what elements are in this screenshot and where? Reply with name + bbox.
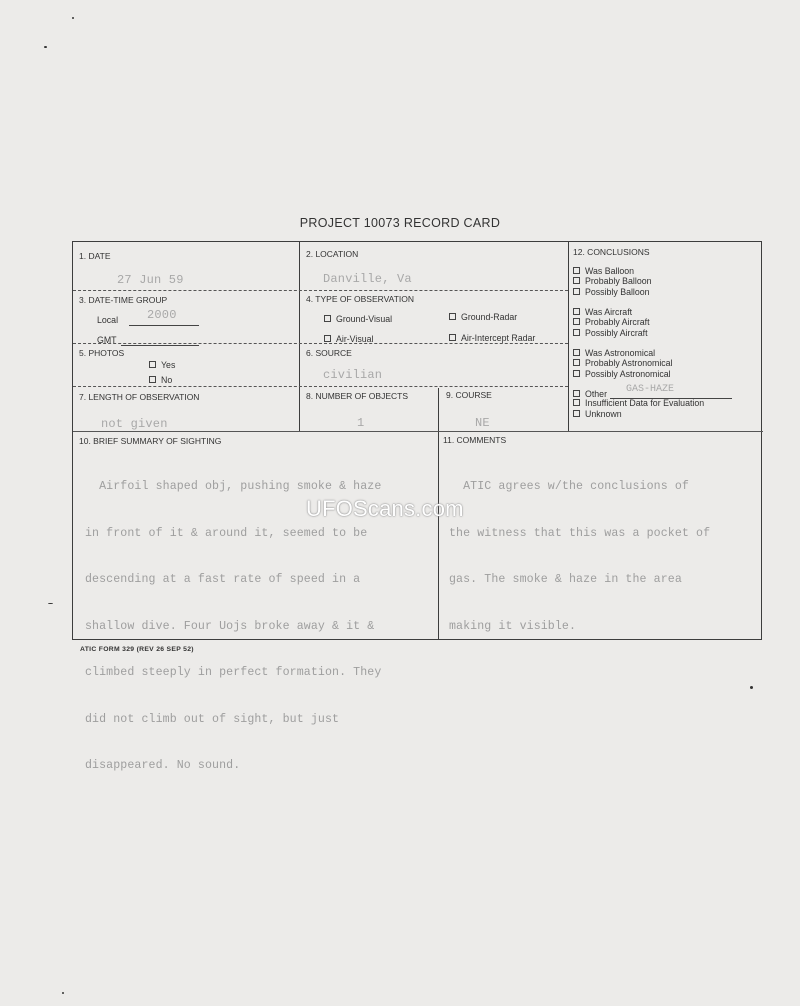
card-title: PROJECT 10073 RECORD CARD xyxy=(299,216,501,230)
summary-label: 10. BRIEF SUMMARY OF SIGHTING xyxy=(79,436,222,446)
summary-line: in front of it & around it, seemed to be xyxy=(85,526,368,540)
obs-ground-visual: Ground-Visual xyxy=(324,314,392,324)
comments-text xyxy=(449,448,710,665)
divider-row-1 xyxy=(73,290,568,291)
dtg-local-line xyxy=(129,325,199,326)
course-value: NE xyxy=(475,416,490,430)
other-value: GAS-HAZE xyxy=(626,384,675,395)
dtg-gmt-line xyxy=(121,345,199,346)
conclusion-item: Possibly Astronomical xyxy=(573,369,673,379)
objects-value: 1 xyxy=(357,416,365,430)
conclusion-checkbox[interactable] xyxy=(573,267,580,274)
location-value: Danville, Va xyxy=(323,272,412,286)
conclusion-checkbox[interactable] xyxy=(573,329,580,336)
ground-visual-checkbox[interactable] xyxy=(324,315,331,322)
comments-line: ATIC agrees w/the conclusions of xyxy=(449,480,689,493)
divider-col-2 xyxy=(299,242,300,388)
other-value-line xyxy=(610,384,732,399)
conclusion-unknown: Unknown xyxy=(573,409,732,419)
conclusion-checkbox[interactable] xyxy=(573,308,580,315)
conclusion-item: Was Astronomical xyxy=(573,348,673,358)
air-intercept-checkbox[interactable] xyxy=(449,334,456,341)
divider-row-4 xyxy=(73,431,763,432)
date-value: 27 Jun 59 xyxy=(117,273,184,287)
conclusion-checkbox[interactable] xyxy=(573,410,580,417)
photos-no: No xyxy=(149,375,172,385)
date-label: 1. DATE xyxy=(79,251,111,261)
obs-type-label: 4. TYPE OF OBSERVATION xyxy=(306,294,415,304)
air-visual-checkbox[interactable] xyxy=(324,335,331,342)
dtg-gmt-label: GMT xyxy=(97,335,117,345)
conclusion-checkbox[interactable] xyxy=(573,277,580,284)
conclusions-label: 12. CONCLUSIONS xyxy=(573,247,650,257)
source-label: 6. SOURCE xyxy=(306,348,352,358)
photos-no-checkbox[interactable] xyxy=(149,376,156,383)
conclusion-checkbox[interactable] xyxy=(573,359,580,366)
scan-speck xyxy=(72,17,74,19)
dtg-local-label: Local xyxy=(97,315,119,325)
scan-speck xyxy=(48,603,53,604)
obs-air-visual: Air-Visual xyxy=(324,334,373,344)
summary-line: did not climb out of sight, but just xyxy=(85,712,340,726)
course-label: 9. COURSE xyxy=(446,390,492,400)
conclusions-panel xyxy=(569,242,761,431)
conclusion-checkbox[interactable] xyxy=(573,349,580,356)
comments-line: making it visible. xyxy=(449,619,577,633)
summary-line: shallow dive. Four Uojs broke away & it & xyxy=(85,619,375,633)
conclusion-item: Probably Balloon xyxy=(573,276,652,286)
conclusion-checkbox[interactable] xyxy=(573,288,580,295)
photos-yes-checkbox[interactable] xyxy=(149,361,156,368)
conclusion-item: Possibly Aircraft xyxy=(573,328,650,338)
conclusion-item: Probably Aircraft xyxy=(573,317,650,327)
watermark: UFOScans.com xyxy=(306,496,464,521)
source-value: civilian xyxy=(323,368,383,382)
dtg-local-value: 2000 xyxy=(147,308,177,322)
conclusion-checkbox[interactable] xyxy=(573,399,580,406)
conclusions-other-group xyxy=(573,384,732,419)
objects-label: 8. NUMBER OF OBJECTS xyxy=(306,391,409,401)
conclusion-item: Was Balloon xyxy=(573,266,652,276)
scan-speck xyxy=(62,992,64,994)
obs-ground-radar: Ground-Radar xyxy=(449,312,517,322)
photos-yes: Yes xyxy=(149,360,175,370)
conclusions-balloon-group xyxy=(573,266,652,297)
photos-label: 5. PHOTOS xyxy=(79,348,125,358)
comments-line: the witness that this was a pocket of xyxy=(449,526,711,540)
summary-line: climbed steeply in perfect formation. They xyxy=(85,666,382,679)
conclusion-other: Other GAS-HAZE xyxy=(573,388,732,398)
conclusion-insufficient: Insufficient Data for Evaluation xyxy=(573,398,732,408)
ground-radar-checkbox[interactable] xyxy=(449,313,456,320)
divider-row-2 xyxy=(73,343,568,344)
conclusion-item: Was Aircraft xyxy=(573,307,650,317)
scan-speck xyxy=(44,46,47,48)
length-label: 7. LENGTH OF OBSERVATION xyxy=(79,392,200,402)
location-label: 2. LOCATION xyxy=(306,249,359,259)
conclusion-checkbox[interactable] xyxy=(573,390,580,397)
comments-label: 11. COMMENTS xyxy=(443,435,507,445)
length-value: not given xyxy=(101,417,168,431)
conclusions-astro-group xyxy=(573,348,673,379)
divider-row-3 xyxy=(73,386,568,387)
summary-line: Airfoil shaped obj, pushing smoke & haze xyxy=(85,480,382,493)
conclusions-aircraft-group xyxy=(573,307,650,338)
divider-course xyxy=(438,388,439,431)
conclusion-item: Probably Astronomical xyxy=(573,358,673,368)
comments-line: gas. The smoke & haze in the area xyxy=(449,573,682,586)
dtg-label: 3. DATE-TIME GROUP xyxy=(79,295,168,305)
divider-summary xyxy=(438,431,439,640)
summary-line: disappeared. No sound. xyxy=(85,759,241,772)
conclusion-item: Possibly Balloon xyxy=(573,287,652,297)
divider-objects xyxy=(299,388,300,431)
scan-speck xyxy=(750,686,753,689)
conclusion-checkbox[interactable] xyxy=(573,370,580,377)
conclusion-checkbox[interactable] xyxy=(573,318,580,325)
summary-line: descending at a fast rate of speed in a xyxy=(85,573,361,586)
obs-air-intercept: Air-Intercept Radar xyxy=(449,333,535,343)
form-number: ATIC FORM 329 (REV 26 SEP 52) xyxy=(80,646,194,653)
